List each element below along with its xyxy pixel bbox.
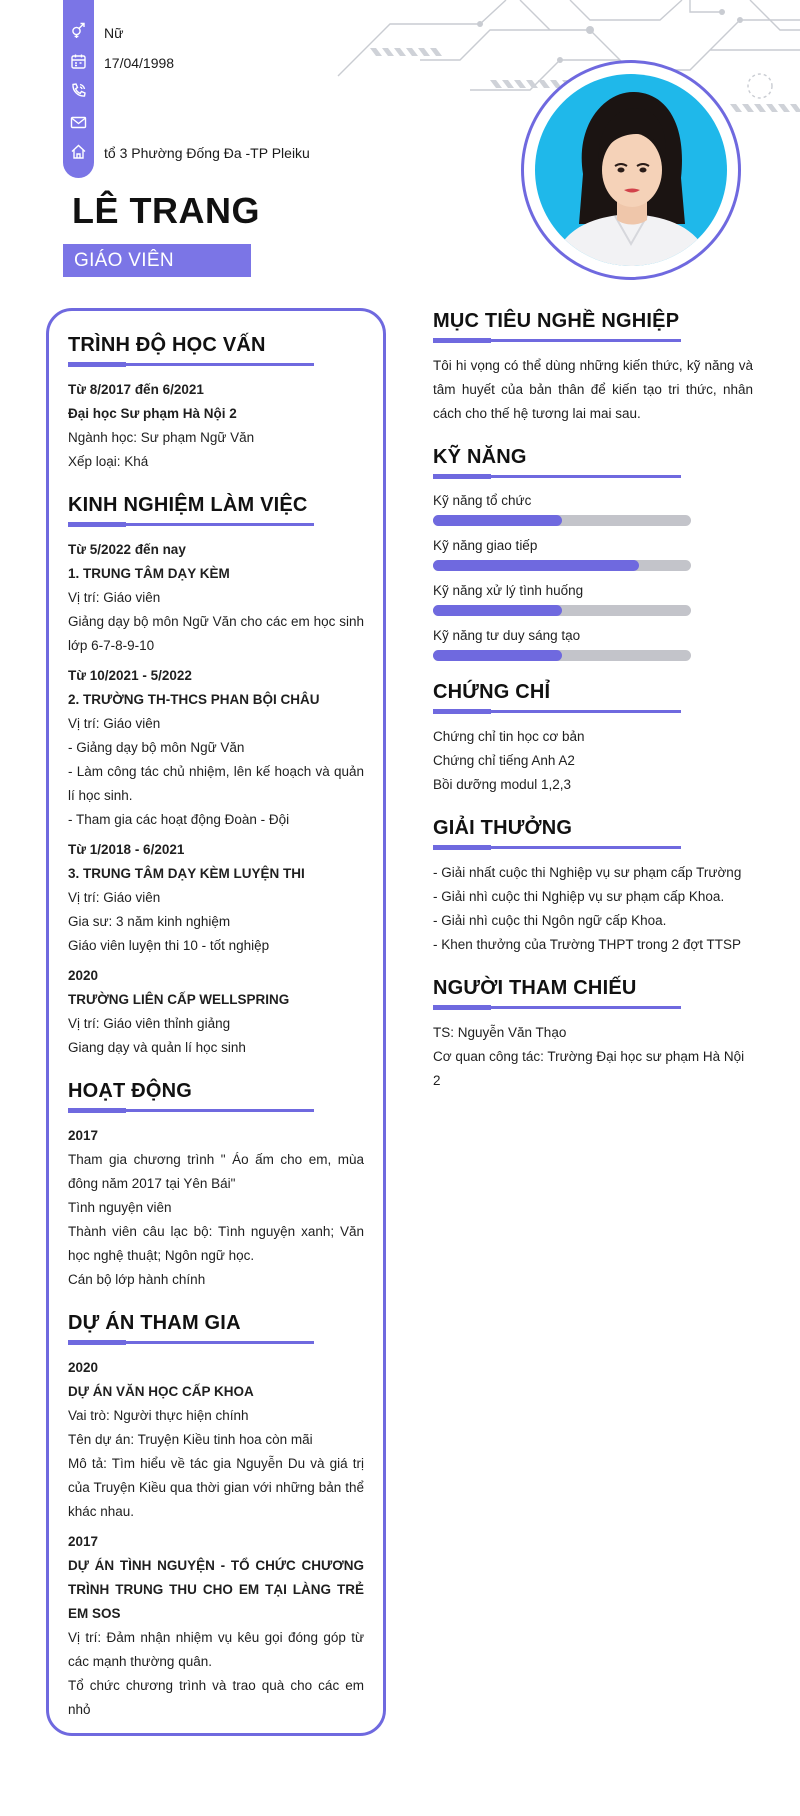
skill-bar-fill bbox=[433, 605, 562, 616]
project-line: Mô tả: Tìm hiểu về tác gia Nguyễn Du và giá trị của Truyện Kiều qua thời gian với những bản thể khác nhau. bbox=[68, 1456, 364, 1519]
avatar bbox=[521, 60, 741, 280]
experience-line: Giang dạy và quản lí học sinh bbox=[68, 1040, 246, 1055]
experience-line: Vị trí: Giáo viên bbox=[68, 716, 161, 731]
section-divider bbox=[68, 1341, 314, 1344]
project-line: Tên dự án: Truyện Kiều tinh hoa còn mãi bbox=[68, 1432, 313, 1447]
education-period: Từ 8/2017 đến 6/2021 bbox=[68, 382, 204, 397]
award-item: - Khen thưởng của Trường THPT trong 2 đợt TTSP bbox=[433, 937, 742, 952]
project-entry bbox=[68, 1530, 364, 1722]
experience-line: - Tham gia các hoạt động Đoàn - Đội bbox=[68, 812, 290, 827]
section-title: TRÌNH ĐỘ HỌC VẤN bbox=[68, 334, 266, 356]
award-item: - Giải nhì cuộc thi Nghiệp vụ sư phạm cấp Khoa. bbox=[433, 889, 725, 904]
skill-item bbox=[433, 490, 753, 526]
experience-period: Từ 10/2021 - 5/2022 bbox=[68, 668, 192, 683]
mail-icon bbox=[70, 114, 87, 131]
objective-text: Tôi hi vọng có thể dùng những kiến thức, kỹ năng và tâm huyết của bản thân để kiến tạo tri thức, nhân cách cho thế hệ tương lai mai sau. bbox=[433, 358, 753, 421]
experience-line: Vị trí: Giáo viên bbox=[68, 590, 161, 605]
section-title: GIẢI THƯỞNG bbox=[433, 817, 573, 839]
projects-section bbox=[68, 1310, 364, 1722]
education-major: Ngành học: Sư phạm Ngữ Văn bbox=[68, 430, 255, 445]
project-line: Vị trí: Đảm nhận nhiệm vụ kêu gọi đóng góp từ các mạnh thường quân. bbox=[68, 1630, 364, 1669]
experience-org: 3. TRUNG TÂM DẠY KÈM LUYỆN THI bbox=[68, 866, 305, 881]
calendar-icon bbox=[70, 53, 87, 70]
experience-line: Giảng dạy bộ môn Ngữ Văn cho các em học sinh lớp 6-7-8-9-10 bbox=[68, 614, 364, 653]
skill-bar-track bbox=[433, 515, 691, 526]
experience-org: TRƯỜNG LIÊN CẤP WELLSPRING bbox=[68, 992, 290, 1007]
section-divider bbox=[68, 363, 314, 366]
certificate-item: Chứng chỉ tiếng Anh A2 bbox=[433, 753, 575, 768]
experience-section bbox=[68, 492, 364, 1060]
award-item: - Giải nhất cuộc thi Nghiệp vụ sư phạm cấp Trường bbox=[433, 865, 742, 880]
skill-bar-fill bbox=[433, 560, 639, 571]
phone-icon bbox=[70, 82, 87, 99]
certificate-item: Chứng chỉ tin học cơ bản bbox=[433, 729, 585, 744]
experience-line: Vị trí: Giáo viên bbox=[68, 890, 161, 905]
section-divider bbox=[433, 475, 681, 478]
activity-line: Tham gia chương trình " Áo ấm cho em, mùa đông năm 2017 tại Yên Bái" bbox=[68, 1152, 364, 1191]
project-name: DỰ ÁN VĂN HỌC CẤP KHOA bbox=[68, 1384, 254, 1399]
education-section bbox=[68, 332, 364, 474]
skill-label: Kỹ năng tổ chức bbox=[433, 493, 532, 508]
certificate-item: Bồi dưỡng modul 1,2,3 bbox=[433, 777, 571, 792]
section-title: HOẠT ĐỘNG bbox=[68, 1080, 193, 1102]
skills-section bbox=[433, 444, 753, 661]
job-title-badge: GIÁO VIÊN bbox=[63, 244, 251, 277]
certificates-section bbox=[433, 679, 753, 797]
experience-period: Từ 1/2018 - 6/2021 bbox=[68, 842, 185, 857]
section-divider bbox=[68, 523, 314, 526]
awards-section bbox=[433, 815, 753, 957]
section-title: NGƯỜI THAM CHIẾU bbox=[433, 977, 637, 999]
section-title: CHỨNG CHỈ bbox=[433, 681, 551, 703]
education-school: Đại học Sư phạm Hà Nội 2 bbox=[68, 406, 237, 421]
reference-item: Cơ quan công tác: Trường Đại học sư phạm Hà Nội 2 bbox=[433, 1049, 745, 1088]
profile-photo bbox=[535, 74, 727, 266]
experience-period: 2020 bbox=[68, 968, 99, 983]
skill-bar-fill bbox=[433, 650, 562, 661]
experience-org: 1. TRUNG TÂM DẠY KÈM bbox=[68, 566, 230, 581]
left-column bbox=[68, 332, 364, 1740]
experience-period: Từ 5/2022 đến nay bbox=[68, 542, 186, 557]
candidate-name: LÊ TRANG bbox=[72, 190, 260, 231]
experience-line: Vị trí: Giáo viên thỉnh giảng bbox=[68, 1016, 231, 1031]
skill-item bbox=[433, 625, 753, 661]
gender-text: Nữ bbox=[104, 25, 124, 41]
section-title: MỤC TIÊU NGHỀ NGHIỆP bbox=[433, 310, 680, 332]
birthday-text: 17/04/1998 bbox=[104, 55, 175, 71]
skill-bar-fill bbox=[433, 515, 562, 526]
reference-item: TS: Nguyễn Văn Thạo bbox=[433, 1025, 567, 1040]
project-year: 2017 bbox=[68, 1534, 99, 1549]
section-title: KỸ NĂNG bbox=[433, 446, 527, 468]
skill-bar-track bbox=[433, 650, 691, 661]
skill-item bbox=[433, 580, 753, 616]
experience-entry bbox=[68, 538, 364, 658]
home-icon bbox=[70, 143, 87, 160]
experience-line: - Làm công tác chủ nhiệm, lên kế hoạch và quản lí học sinh. bbox=[68, 764, 364, 803]
experience-line: Gia sư: 3 năm kinh nghiệm bbox=[68, 914, 231, 929]
skill-label: Kỹ năng giao tiếp bbox=[433, 538, 538, 553]
activity-year: 2017 bbox=[68, 1128, 99, 1143]
experience-org: 2. TRƯỜNG TH-THCS PHAN BỘI CHÂU bbox=[68, 692, 320, 707]
skill-item bbox=[433, 535, 753, 571]
section-title: KINH NGHIỆM LÀM VIỆC bbox=[68, 494, 308, 516]
section-divider bbox=[433, 339, 681, 342]
activity-line: Tình nguyện viên bbox=[68, 1200, 172, 1215]
activity-line: Thành viên câu lạc bộ: Tình nguyện xanh; Văn học nghệ thuật; Ngôn ngữ học. bbox=[68, 1224, 364, 1263]
project-entry bbox=[68, 1356, 364, 1524]
experience-line: - Giảng dạy bộ môn Ngữ Văn bbox=[68, 740, 245, 755]
section-divider bbox=[433, 1006, 681, 1009]
gender-icon bbox=[70, 22, 87, 39]
project-line: Tổ chức chương trình và trao quà cho các em nhỏ bbox=[68, 1678, 364, 1717]
skill-bar-track bbox=[433, 605, 691, 616]
activities-section bbox=[68, 1078, 364, 1292]
education-grade: Xếp loại: Khá bbox=[68, 454, 149, 469]
right-column bbox=[433, 308, 753, 1111]
skill-bar-track bbox=[433, 560, 691, 571]
section-title: DỰ ÁN THAM GIA bbox=[68, 1312, 241, 1334]
section-divider bbox=[433, 846, 681, 849]
project-name: DỰ ÁN TÌNH NGUYỆN - TỔ CHỨC CHƯƠNG TRÌNH TRUNG THU CHO EM TẠI LÀNG TRẺ EM SOS bbox=[68, 1558, 364, 1621]
activity-line: Cán bộ lớp hành chính bbox=[68, 1272, 206, 1287]
project-line: Vai trò: Người thực hiện chính bbox=[68, 1408, 249, 1423]
section-divider bbox=[68, 1109, 314, 1112]
experience-entry bbox=[68, 964, 364, 1060]
skill-label: Kỹ năng tư duy sáng tạo bbox=[433, 628, 581, 643]
experience-entry bbox=[68, 664, 364, 832]
project-year: 2020 bbox=[68, 1360, 99, 1375]
section-divider bbox=[433, 710, 681, 713]
skill-label: Kỹ năng xử lý tình huống bbox=[433, 583, 584, 598]
award-item: - Giải nhì cuộc thi Ngôn ngữ cấp Khoa. bbox=[433, 913, 667, 928]
references-section bbox=[433, 975, 753, 1093]
objective-section bbox=[433, 308, 753, 426]
address-text: tổ 3 Phường Đống Đa -TP Pleiku bbox=[104, 145, 310, 161]
skills-list bbox=[433, 490, 753, 661]
experience-entry bbox=[68, 838, 364, 958]
experience-line: Giáo viên luyện thi 10 - tốt nghiệp bbox=[68, 938, 270, 953]
